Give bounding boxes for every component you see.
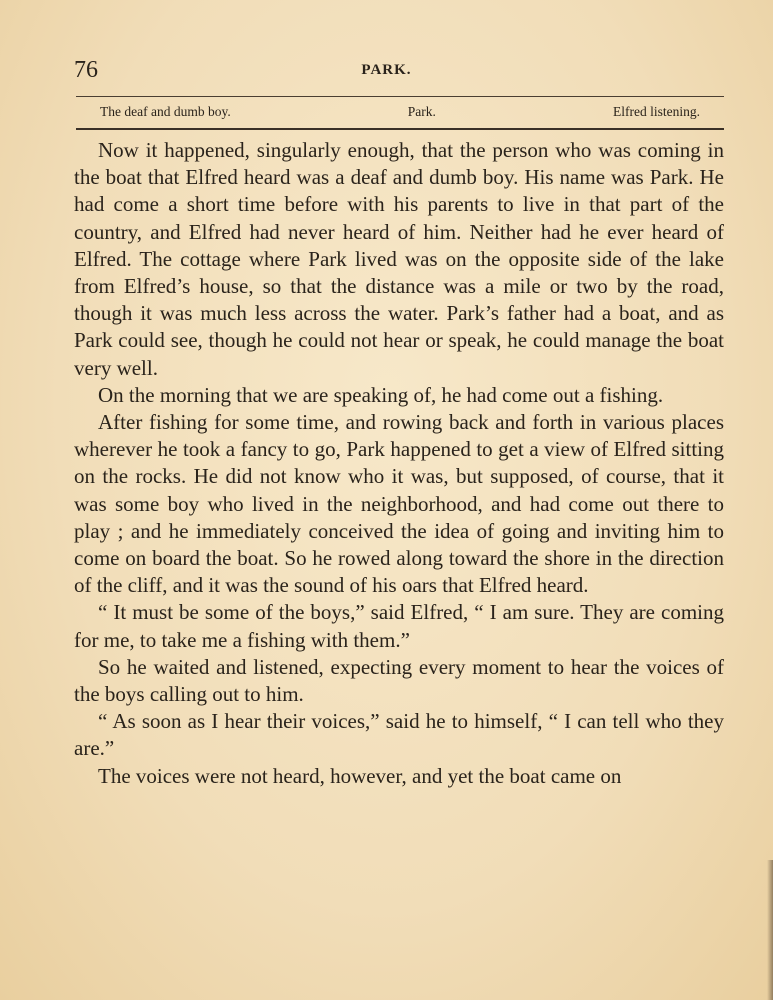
- paragraph: Now it happened, singularly enough, that the person who was coming in the boat that Elfred heard was a deaf and dumb boy. His name was Park. He had come a short time before with his parents to live in that part of the country, and Elfred had never heard of him. Neither had he ever heard of Elfred. The cottage where Park lived was on the opposite side of the lake from Elfred’s house, so that the distance was a mile or two by the road, though it was much less across the water. Park’s father had a boat, and as Park could see, though he could not hear or speak, he could manage the boat very well.: [74, 138, 724, 380]
- topic-left: The deaf and dumb boy.: [100, 104, 231, 119]
- paragraph: The voices were not heard, however, and yet the boat came on: [98, 763, 622, 788]
- topic-center: Park.: [407, 104, 436, 119]
- header-rule-bottom: [76, 128, 724, 130]
- paragraph: “ It must be some of the boys,” said Elfred, “ I am sure. They are coming for me, to take me a fishing with them.”: [74, 600, 724, 652]
- topic-right: Elfred listening.: [613, 104, 700, 119]
- paragraph: So he waited and listened, expecting every moment to hear the voices of the boys calling out to him.: [74, 654, 724, 707]
- paragraph: On the morning that we are speaking of, he had come out a fishing.: [98, 382, 664, 407]
- page-edge-shadow: [767, 860, 773, 1000]
- page-number: 76: [74, 57, 98, 83]
- paragraph: “ As soon as I hear their voices,” said he to himself, “ I can tell who they are.”: [74, 709, 724, 761]
- chapter-topics: [100, 104, 700, 120]
- body-text: [74, 137, 724, 790]
- running-title: PARK.: [361, 62, 412, 78]
- header-rule-top: [76, 96, 724, 97]
- paragraph: After fishing for some time, and rowing back and forth in various places wherever he took a fancy to go, Park happened to get a view of Elfred sitting on the rocks. He did not know who it was, but supposed, of course, that it was some boy who lived in the neighborhood, and had come out there to play ; and he immediately conceived the idea of going and inviting him to come on board the boat. So he rowed along toward the shore in the direction of the cliff, and it was the sound of his oars that Elfred heard.: [74, 410, 724, 598]
